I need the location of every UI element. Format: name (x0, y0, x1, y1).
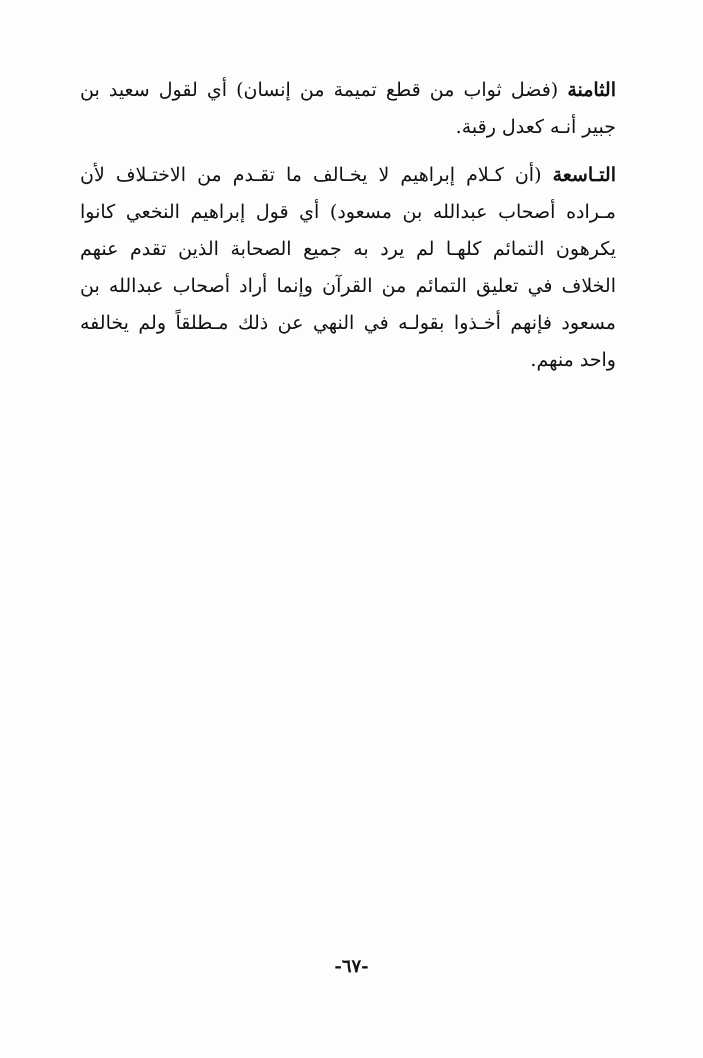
paragraph-lead: الثامنة (567, 79, 616, 101)
paragraph-text: (فضل ثواب من قطع تميمة من إنسان) أي لقول سعيد بن جبير أنـه كعدل رقبة. (80, 79, 616, 138)
paragraph-lead: التـاسعة (552, 164, 616, 186)
page-number: -٦٧- (334, 956, 369, 977)
paragraph-text: (أن كـلام إبراهيم لا يخـالف ما تقـدم من الاختـلاف لأن مـراده أصحاب عبدالله بن مسعود) أي قول إبراهيم النخعي كانوا يكرهون التمائم كلهـا لم يرد به جميع الصحابة الذين تقدم عنهم الخلاف في تعليق التمائم من القرآن وإنما أراد أصحاب عبدالله بن مسعود فإنهم أخـذوا بقولـه في النهي عن ذلك مـطلقاً ولم يخالفه واحد منهم. (80, 164, 616, 371)
paragraph-ninth (80, 157, 616, 379)
paragraph-eighth (80, 72, 616, 146)
